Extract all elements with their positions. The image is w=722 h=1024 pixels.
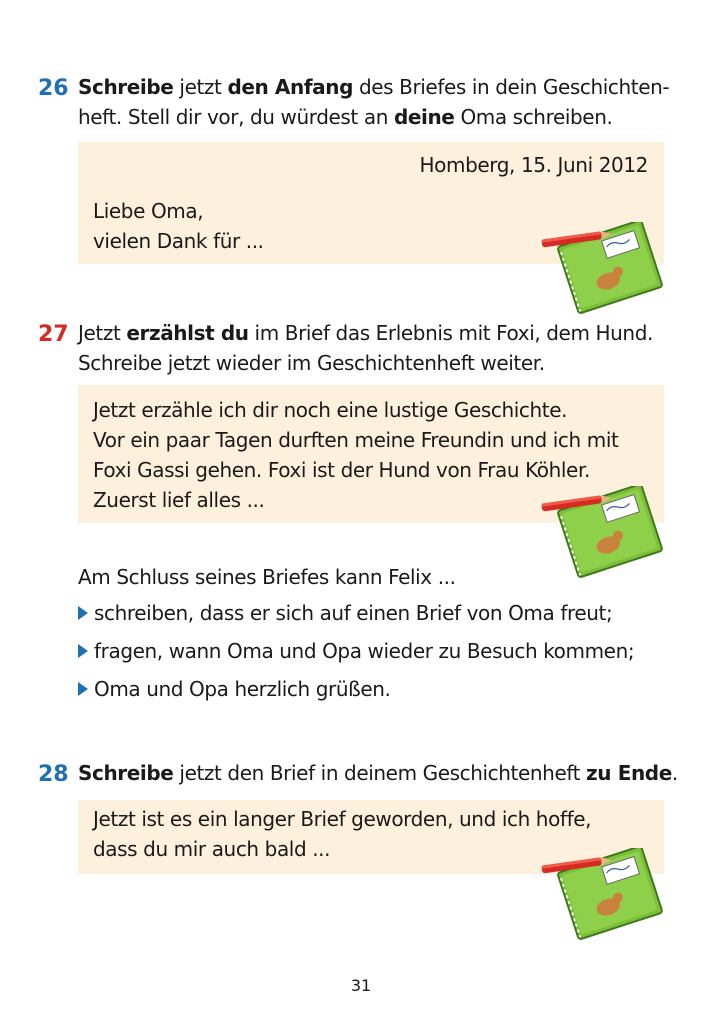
task-28-bold-1: Schreibe <box>78 761 174 785</box>
task-26-bold-3: den Anfang <box>227 75 353 99</box>
task-number-27: 27 <box>38 322 69 347</box>
closing-intro: Am Schluss seines Briefes kann Felix ... <box>78 565 456 589</box>
task-27-instruction <box>78 318 678 378</box>
task-28-text-2: jetzt den Brief in deinem Geschichtenheft <box>173 761 587 785</box>
bullet-text: fragen, wann Oma und Opa wieder zu Besuch kommen; <box>94 639 635 663</box>
letter-closing-line: Jetzt ist es ein langer Brief geworden, und ich hoffe, <box>93 807 592 831</box>
task-27-text-1: Jetzt <box>78 321 127 345</box>
bullet-item <box>78 598 634 636</box>
notebook-pencil-icon <box>538 486 668 578</box>
task-27-text-3: im Brief das Erlebnis mit Foxi, dem Hund. <box>248 321 653 345</box>
letter-body-line: Jetzt erzähle ich dir noch eine lustige Geschichte. <box>93 398 568 422</box>
letter-body-line: Foxi Gassi gehen. Foxi ist der Hund von Frau Köhler. <box>93 458 590 482</box>
letter-opening-line: vielen Dank für ... <box>93 229 264 253</box>
task-28-bold-3: zu Ende <box>586 761 672 785</box>
task-26-text-2: jetzt <box>173 75 228 99</box>
closing-bullet-list <box>78 598 634 712</box>
task-28-text-4: . <box>671 761 678 785</box>
task-26-bold-6: deine <box>393 105 455 129</box>
letter-body-line: Zuerst lief alles ... <box>93 488 265 512</box>
task-26-instruction <box>78 72 678 132</box>
bullet-item <box>78 636 634 674</box>
bullet-text: schreiben, dass er sich auf einen Brief von Oma freut; <box>94 601 613 625</box>
bullet-item <box>78 674 634 712</box>
task-26-text-7: Oma schreiben. <box>454 105 613 129</box>
bullet-triangle-icon <box>78 606 88 620</box>
bullet-text: Oma und Opa herzlich grüßen. <box>94 677 391 701</box>
task-28-instruction <box>78 758 678 788</box>
bullet-triangle-icon <box>78 682 88 696</box>
page-number: 31 <box>350 976 372 995</box>
task-number-28: 28 <box>38 762 69 787</box>
letter-body-line: Vor ein paar Tagen durften meine Freundin und ich mit <box>93 428 619 452</box>
task-26-bold-1: Schreibe <box>78 75 174 99</box>
notebook-pencil-icon <box>538 222 668 314</box>
letter-greeting: Liebe Oma, <box>93 199 204 223</box>
letter-closing-line: dass du mir auch bald ... <box>93 837 331 861</box>
task-number-26: 26 <box>38 76 69 101</box>
task-26-text-5: heft. Stell dir vor, du würdest an <box>78 105 394 129</box>
task-26-text-4: des Briefes in dein Geschichten- <box>353 75 670 99</box>
task-27-text-4: Schreibe jetzt wieder im Geschichtenheft weiter. <box>78 351 545 375</box>
task-27-bold-2: erzählst du <box>126 321 249 345</box>
notebook-pencil-icon <box>538 848 668 940</box>
bullet-triangle-icon <box>78 644 88 658</box>
letter-date: Homberg, 15. Juni 2012 <box>419 153 648 177</box>
